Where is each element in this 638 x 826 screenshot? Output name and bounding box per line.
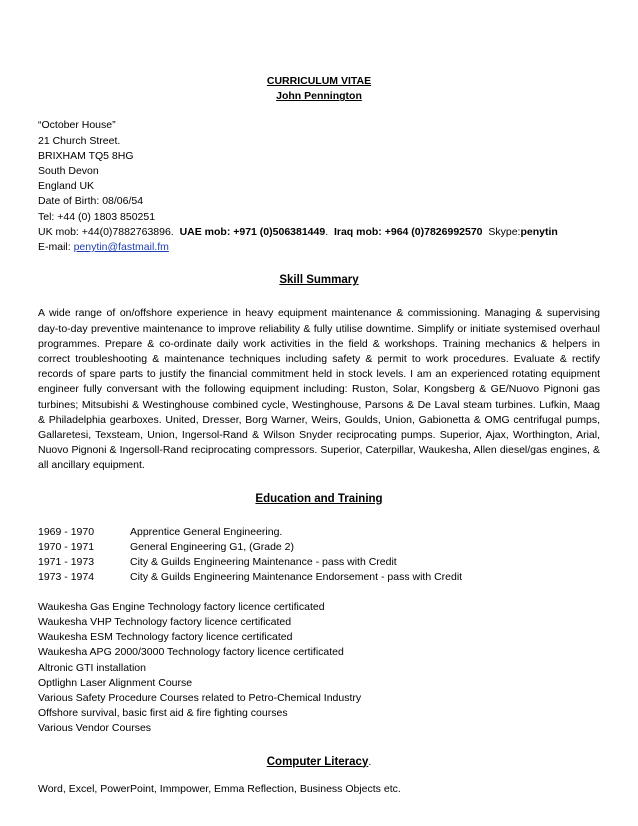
cv-content [38, 74, 600, 797]
mobile-numbers: UK mob: +44(0)7882763896. UAE mob: +971 (0)506381449. Iraq mob: +964 (0)7826992570 Skype:penytin [38, 225, 558, 238]
skill-summary-text: A wide range of on/offshore experience in heavy equipment maintenance & commissioning. Managing & supervising day-to-day preventive maintenance to improve reliability & fully utilise downtime. Simplify or initiate systemised overhaul programmes. Prepare & co-ordinate daily work activities in the field & workshops. Training mechanics & helpers in correct troubleshooting & maintenance techniques including safety & permit to work procedures. Evaluate & rectify records of spare parts to justify the financial commitment held in stock levels. I am an experienced rotating equipment engineer fully conversant with the following equipment including: Ruston, Solar, Kongsberg & GE/Nuovo Pignoni gas turbines; Mitsubishi & Westinghouse combined cycle, Westinghouse, Parsons & De Laval steam turbines. Lufkin, Maag & Philadelphia gearboxes. United, Dresser, Borg Warner, Weirs, Goulds, Union, Gabionetta & OMG centrifugal pumps, Gallaretesi, Texsteam, Union, Ingersol-Rand & Wilson Snyder reciprocating pumps. Superior, Ajax, Worthington, Arial, Nuovo Pignoni & Ingersoll-Rand reciprocating compressors. Superior, Caterpillar, Waukesha, Allen diesel/gas engines, & all ancillary equipment. [38, 307, 600, 472]
course-item: Various Vendor Courses [38, 722, 152, 735]
course-item: Waukesha ESM Technology factory licence certificated [38, 631, 293, 644]
education-years: 1969 - 1970 [38, 525, 95, 538]
education-row [38, 525, 600, 540]
date-of-birth: Date of Birth: 08/06/54 [38, 195, 144, 208]
education-row [38, 540, 600, 555]
address-line: South Devon [38, 165, 99, 178]
candidate-name: John Pennington [276, 90, 362, 103]
address-line: BRIXHAM TQ5 8HG [38, 149, 134, 162]
address-line: England UK [38, 180, 95, 193]
course-item: Waukesha Gas Engine Technology factory licence certificated [38, 600, 325, 613]
skill-summary-heading: Skill Summary [279, 274, 359, 287]
heading-period: . [368, 755, 372, 768]
email-link[interactable]: penytin@fastmail.fm [73, 241, 169, 254]
education-desc: City & Guilds Engineering Maintenance - pass with Credit [130, 556, 397, 569]
education-table [38, 525, 600, 586]
telephone: Tel: +44 (0) 1803 850251 [38, 210, 156, 223]
skype-label: Skype: [488, 225, 521, 238]
course-item: Various Safety Procedure Courses related to Petro-Chemical Industry [38, 691, 362, 704]
education-years: 1970 - 1971 [38, 541, 95, 554]
education-years: 1973 - 1974 [38, 571, 95, 584]
uk-mobile: UK mob: +44(0)7882763896. [38, 225, 174, 238]
email-line [38, 240, 600, 255]
education-desc: City & Guilds Engineering Maintenance Endorsement - pass with Credit [130, 571, 463, 584]
computer-literacy-text: Word, Excel, PowerPoint, Immpower, Emma Reflection, Business Objects etc. [38, 782, 401, 795]
course-item: Altronic GTI installation [38, 661, 146, 674]
education-heading: Education and Training [255, 492, 383, 505]
iraq-mobile: Iraq mob: +964 (0)7826992570 [333, 225, 483, 238]
computer-literacy-heading-row [38, 755, 600, 770]
education-row [38, 555, 600, 570]
skype-id: penytin [520, 225, 558, 238]
address-line: “October House” [38, 119, 116, 132]
education-years: 1971 - 1973 [38, 556, 95, 569]
contact-block [38, 118, 600, 255]
computer-literacy-heading: Computer Literacy [266, 755, 369, 768]
address-line: 21 Church Street. [38, 134, 121, 147]
course-item: Optlighn Laser Alignment Course [38, 676, 193, 689]
education-row [38, 570, 600, 585]
email-label: E-mail: [38, 241, 71, 254]
education-desc: General Engineering G1, (Grade 2) [130, 541, 295, 554]
courses-list [38, 600, 600, 737]
education-desc: Apprentice General Engineering. [130, 525, 283, 538]
course-item: Waukesha APG 2000/3000 Technology factory licence certificated [38, 646, 344, 659]
cv-title: CURRICULUM VITAE [266, 75, 372, 87]
uae-mobile: UAE mob: +971 (0)506381449 [179, 225, 326, 238]
course-item: Waukesha VHP Technology factory licence certificated [38, 615, 292, 628]
course-item: Offshore survival, basic first aid & fire fighting courses [38, 707, 288, 720]
